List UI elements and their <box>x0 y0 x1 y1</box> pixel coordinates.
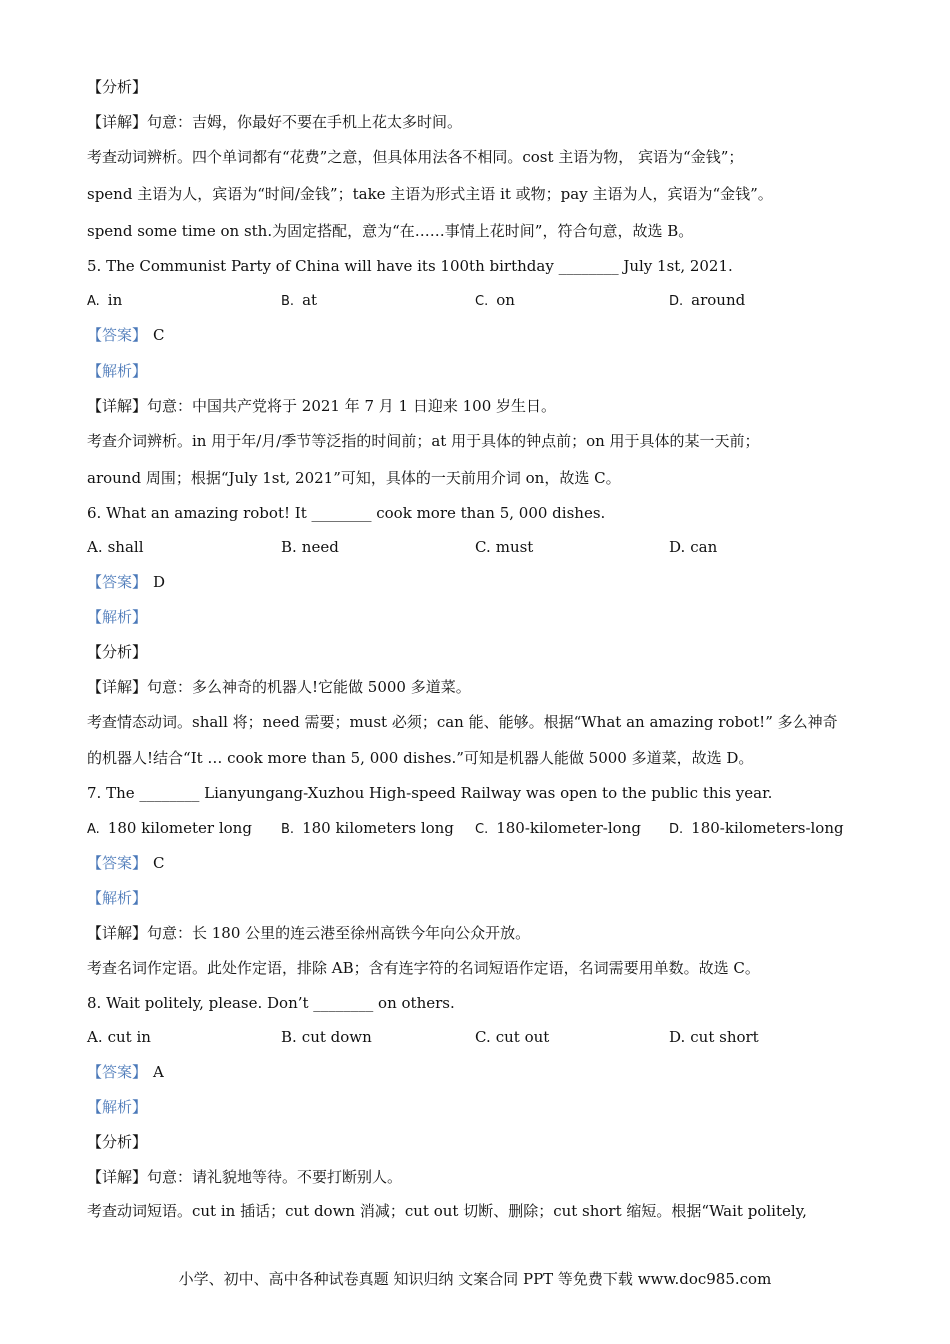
answer-option <box>669 537 717 557</box>
text-line: 考查动词短语。cut in 插话；cut down 消减；cut out 切断、删除；cut short 缩短。根据“Wait politely, <box>87 1202 807 1220</box>
section-label: 【答案】 <box>87 854 148 872</box>
text-line: 考查动词辨析。四个单词都有“花费”之意，但具体用法各不相同。cost 主语为物， 宾语为“金钱”； <box>87 148 744 166</box>
option-letter: C. <box>475 538 491 556</box>
page-footer: 小学、初中、高中各种试卷真题 知识归纳 文案合同 PPT 等免费下载 www.doc985.com <box>178 1270 772 1288</box>
answer-option <box>475 1027 549 1047</box>
section-label: 【答案】 <box>87 1063 148 1081</box>
answer-option <box>281 537 339 557</box>
answer-option <box>475 818 641 840</box>
option-text: can <box>690 538 718 556</box>
answer-option <box>87 537 144 557</box>
option-text: shall <box>107 538 144 556</box>
option-text: cut down <box>301 1028 372 1046</box>
option-text: cut in <box>107 1028 151 1046</box>
text-line: 7. The ________ Lianyungang-Xuzhou High-speed Railway was open to the public this year. <box>87 784 773 802</box>
option-letter: A. <box>87 1028 103 1046</box>
section-label: 【答案】 <box>87 573 148 591</box>
option-text: at <box>302 291 318 309</box>
answer-value: D <box>153 573 166 591</box>
answer-value: C <box>153 854 165 872</box>
answer-value: A <box>153 1063 164 1081</box>
option-letter: B. <box>281 822 295 837</box>
option-letter: A. <box>87 294 100 309</box>
option-text: must <box>495 538 534 556</box>
text-line: 【详解】句意：请礼貌地等待。不要打断别人。 <box>87 1168 403 1186</box>
option-letter: D. <box>669 294 684 309</box>
option-text: 180 kilometer long <box>107 819 252 837</box>
option-letter: B. <box>281 538 297 556</box>
option-text: 180-kilometers-long <box>691 819 844 837</box>
option-letter: A. <box>87 822 100 837</box>
text-line: 【详解】句意：中国共产党将于 2021 年 7 月 1 日迎来 100 岁生日。 <box>87 397 557 415</box>
answer-option <box>669 1027 759 1047</box>
text-line: spend some time on sth.为固定搭配，意为“在……事情上花时间”，符合句意，故选 B。 <box>87 222 694 240</box>
text-line: 【详解】句意：多么神奇的机器人!它能做 5000 多道菜。 <box>87 678 471 696</box>
text-line: 【详解】句意：长 180 公里的连云港至徐州高铁今年向公众开放。 <box>87 924 531 942</box>
option-letter: C. <box>475 822 489 837</box>
answer-option <box>475 290 515 312</box>
option-text: in <box>107 291 123 309</box>
answer-option <box>281 290 317 312</box>
text-line: 【分析】 <box>87 78 148 96</box>
option-letter: C. <box>475 1028 491 1046</box>
section-label: 【答案】 <box>87 326 148 344</box>
text-line: 8. Wait politely, please. Don’t ________ on others. <box>87 994 455 1012</box>
option-text: cut out <box>495 1028 550 1046</box>
answer-option <box>475 537 533 557</box>
text-line: 考查情态动词。shall 将；need 需要；must 必须；can 能、能够。根据“What an amazing robot!” 多么神奇 <box>87 713 838 731</box>
text-line: 考查名词作定语。此处作定语，排除 AB；含有连字符的名词短语作定语，名词需要用单数。故选 C。 <box>87 959 760 977</box>
text-line: 【详解】句意：吉姆，你最好不要在手机上花太多时间。 <box>87 113 463 131</box>
option-letter: D. <box>669 538 686 556</box>
text-line: 的机器人!结合“It … cook more than 5, 000 dishes.”可知是机器人能做 5000 多道菜，故选 D。 <box>87 749 754 767</box>
option-text: need <box>301 538 339 556</box>
option-letter: B. <box>281 1028 297 1046</box>
option-letter: A. <box>87 538 103 556</box>
option-letter: D. <box>669 822 684 837</box>
answer-option <box>281 1027 372 1047</box>
option-letter: C. <box>475 294 489 309</box>
option-text: cut short <box>690 1028 759 1046</box>
text-line: around 周围；根据“July 1st, 2021”可知，具体的一天前用介词 on，故选 C。 <box>87 469 621 487</box>
answer-value: C <box>153 326 165 344</box>
answer-option <box>281 818 454 840</box>
answer-option <box>87 290 122 312</box>
text-line: 5. The Communist Party of China will have its 100th birthday ________ July 1st, 2021. <box>87 257 733 275</box>
text-line: spend 主语为人，宾语为“时间/金钱”；take 主语为形式主语 it 或物；pay 主语为人，宾语为“金钱”。 <box>87 185 773 203</box>
option-text: on <box>496 291 515 309</box>
answer-option <box>669 818 844 840</box>
answer-option <box>87 818 252 840</box>
answer-option <box>669 290 745 312</box>
text-line: 【分析】 <box>87 643 148 661</box>
option-text: 180 kilometers long <box>302 819 454 837</box>
section-label: 【解析】 <box>87 889 148 907</box>
section-label: 【解析】 <box>87 1098 148 1116</box>
option-text: around <box>691 291 746 309</box>
option-letter: B. <box>281 294 295 309</box>
text-line: 考查介词辨析。in 用于年/月/季节等泛指的时间前；at 用于具体的钟点前；on 用于具体的某一天前； <box>87 432 760 450</box>
text-line: 【分析】 <box>87 1133 148 1151</box>
section-label: 【解析】 <box>87 362 148 380</box>
option-letter: D. <box>669 1028 686 1046</box>
text-line: 6. What an amazing robot! It ________ cook more than 5, 000 dishes. <box>87 504 606 522</box>
section-label: 【解析】 <box>87 608 148 626</box>
answer-option <box>87 1027 151 1047</box>
option-text: 180-kilometer-long <box>496 819 641 837</box>
